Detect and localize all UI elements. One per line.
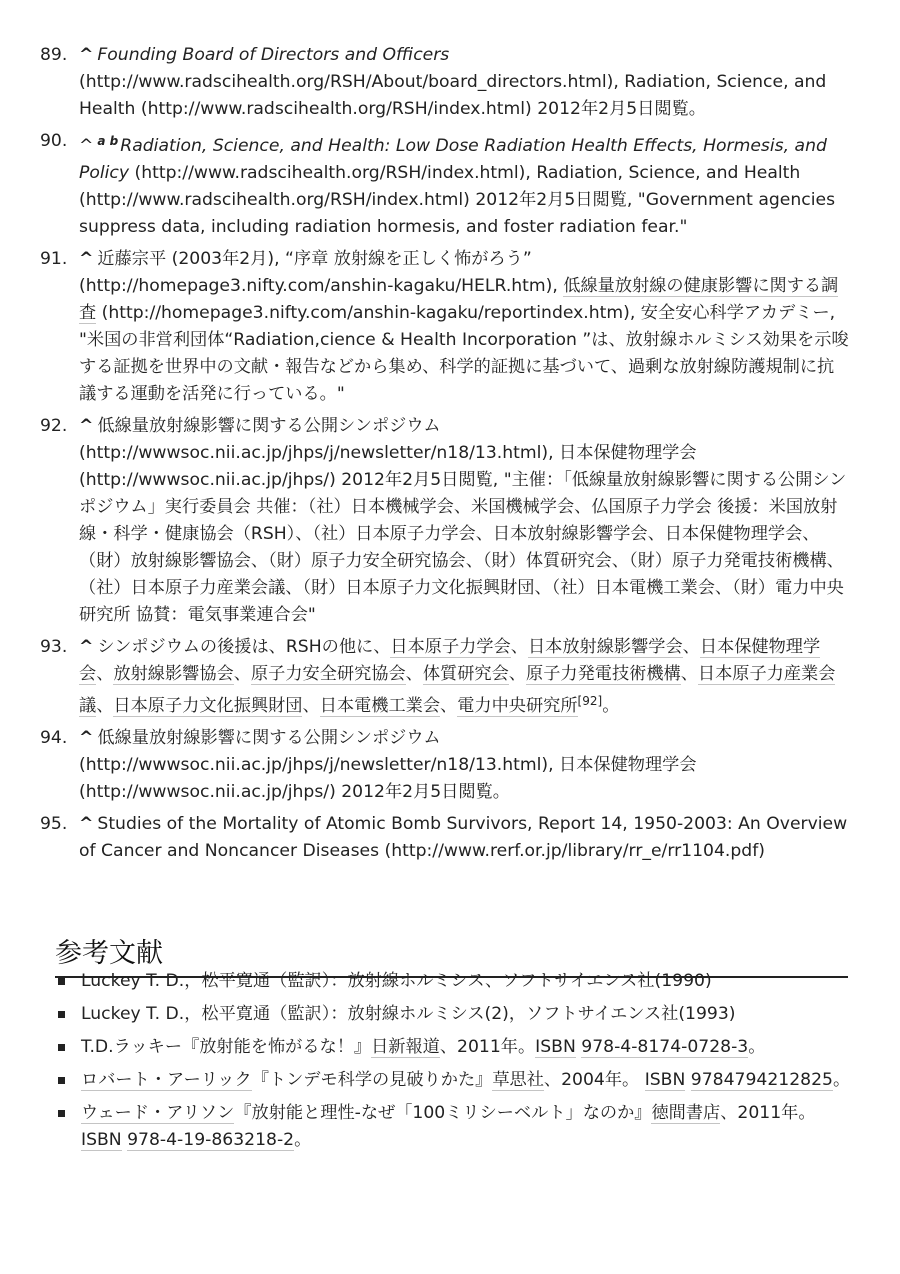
- inline-link[interactable]: 徳間書店: [651, 1103, 721, 1123]
- bibliography-text: [81, 1004, 735, 1024]
- inline-link[interactable]: 日本原子力学会: [390, 637, 511, 657]
- reference-number: 94.: [40, 728, 68, 748]
- text-run: 、: [508, 664, 526, 684]
- backlink-caret[interactable]: ^: [79, 249, 94, 269]
- inline-link[interactable]: 日本放射線影響学会: [527, 637, 683, 657]
- text-run: 、: [405, 664, 423, 684]
- text-run: 。: [832, 1070, 851, 1090]
- text-run: 。: [748, 1037, 766, 1057]
- bibliography-item: [55, 968, 855, 995]
- text-run: 、2004年。: [543, 1070, 645, 1090]
- reference-number: 95.: [40, 814, 68, 834]
- reference-text: [79, 136, 835, 237]
- inline-link[interactable]: 9784794212825: [690, 1070, 833, 1090]
- reference-text: [79, 637, 835, 716]
- backlink-caret: ^: [79, 136, 94, 156]
- reference-number: 93.: [40, 637, 68, 657]
- reference-item: [40, 246, 850, 408]
- inline-link[interactable]: 低線量放射線の健康影響に関する調査: [79, 276, 839, 323]
- inline-link[interactable]: ISBN: [644, 1070, 686, 1090]
- bibliography-text: [81, 971, 712, 991]
- bullet-icon: [58, 1011, 65, 1018]
- inline-link[interactable]: 草思社: [492, 1070, 544, 1090]
- text-run: シンポジウムの後援は、RSHの他に、: [97, 637, 391, 657]
- bibliography-item: [55, 1100, 855, 1154]
- inline-link[interactable]: 978-4-19-863218-2: [127, 1130, 295, 1150]
- reference-text: [79, 45, 826, 119]
- bibliography-text: [81, 1103, 816, 1151]
- inline-link[interactable]: 978-4-8174-0728-3: [581, 1037, 749, 1057]
- backlink-caret[interactable]: ^: [79, 45, 94, 65]
- bullet-icon: [58, 1044, 65, 1051]
- text-run: (http://homepage3.nifty.com/anshin-kagaku/reportindex.htm), 安全安心科学アカデミー, "米国の非営利団体“Radiation,cience & Health Incorporation ”は、放射線ホルミシス効果を示唆する証拠を世界中の文献・報告などから集め、科学的証拠に基づいて、過剰な放射線防護規制に抗議する運動を活発に行っている。": [79, 303, 849, 404]
- inline-link[interactable]: 日本電機工業会: [319, 696, 441, 716]
- inline-link[interactable]: ロバート・アーリック: [81, 1070, 252, 1090]
- inline-link[interactable]: 日本保健物理学会: [79, 637, 821, 684]
- reference-number: 90.: [40, 131, 68, 151]
- text-run: 、: [302, 696, 320, 716]
- reference-item: [40, 42, 850, 123]
- reference-number: 92.: [40, 416, 68, 436]
- text-run: 。: [294, 1130, 312, 1150]
- footnote-ref-link[interactable]: [92]: [577, 694, 603, 708]
- reference-item: [40, 634, 850, 720]
- inline-link[interactable]: 日本原子力産業会議: [79, 664, 836, 716]
- text-run: 。: [602, 696, 620, 716]
- text-run: 、: [233, 664, 251, 684]
- bibliography-item: [55, 1001, 855, 1028]
- text-run: T.D.ラッキー『放射能を怖がるな！』: [81, 1037, 372, 1057]
- inline-link[interactable]: ISBN: [81, 1130, 122, 1150]
- reference-item: [40, 413, 850, 629]
- text-run: 、: [96, 696, 114, 716]
- backlink-caret[interactable]: ^: [79, 814, 94, 834]
- inline-link[interactable]: 電力中央研究所: [457, 696, 578, 716]
- inline-link[interactable]: 日本原子力文化振興財団: [113, 696, 303, 716]
- reference-item: [40, 811, 850, 865]
- text-run: 、2011年。: [439, 1037, 536, 1057]
- backlink-letters[interactable]: a b: [97, 134, 119, 148]
- inline-link[interactable]: 原子力安全研究協会: [250, 664, 406, 684]
- text-run: 、: [680, 664, 698, 684]
- bibliography-list: [55, 968, 855, 1160]
- reference-number: 89.: [40, 45, 68, 65]
- bibliography-item: [55, 1034, 855, 1061]
- text-run: Luckey T. D.，松平寛通（監訳）：放射線ホルミシス、ソフトサイエンス社(1990): [81, 971, 712, 991]
- bibliography-item: [55, 1067, 855, 1094]
- text-run: 『トンデモ科学の見破りかた』: [251, 1070, 493, 1090]
- text-run: 、: [96, 664, 114, 684]
- inline-link[interactable]: ISBN: [535, 1037, 576, 1057]
- text-run: Studies of the Mortality of Atomic Bomb Survivors, Report 14, 1950-2003: An Overview of Cancer and Noncancer Diseases (http://www.rerf.or.jp/library/rr_e/rr1104.pdf): [79, 814, 848, 861]
- reference-item: [40, 128, 850, 241]
- bullet-icon: [58, 1110, 65, 1117]
- backlink-caret[interactable]: ^: [79, 416, 94, 436]
- text-run: [685, 1070, 690, 1090]
- bibliography-text: [81, 1037, 765, 1058]
- text-run: 、: [440, 696, 458, 716]
- reference-text: [79, 814, 847, 861]
- title-text: Founding Board of Directors and Officers: [97, 45, 450, 65]
- backlink-caret[interactable]: ^: [79, 637, 94, 657]
- text-run: 、: [682, 637, 700, 657]
- bibliography-heading: 参考文献: [55, 934, 848, 978]
- reference-text: [79, 249, 849, 404]
- reference-text: [79, 728, 697, 802]
- inline-link[interactable]: 原子力発電技術機構: [526, 664, 681, 684]
- bullet-icon: [58, 978, 65, 985]
- text-run: (http://www.radscihealth.org/RSH/index.html), Radiation, Science, and Health (http://www.radscihealth.org/RSH/index.html) 2012年2月5日閲覧, "Government agencies suppress data, including radiation hormesis, and foster radiation fear.": [79, 163, 836, 237]
- text-run: 近藤宗平 (2003年2月), “序章 放射線を正しく怖がろう” (http://homepage3.nifty.com/anshin-kagaku/HELR.htm),: [79, 249, 564, 296]
- text-run: 低線量放射線影響に関する公開シンポジウム (http://wwwsoc.nii.ac.jp/jhps/j/newsletter/n18/13.html), 日本保健物理学会 (http://wwwsoc.nii.ac.jp/jhps/) 2012年2月5日閲覧。: [79, 728, 697, 802]
- reference-item: [40, 725, 850, 806]
- text-run: 、: [510, 637, 528, 657]
- bullet-icon: [58, 1077, 65, 1084]
- text-run: 、2011年。: [720, 1103, 816, 1123]
- text-run: 『放射能と理性-なぜ「100ミリシーベルト」なのか』: [234, 1103, 652, 1123]
- inline-link[interactable]: 体質研究会: [422, 664, 509, 684]
- reference-text: [79, 416, 846, 625]
- inline-link[interactable]: 放射線影響協会: [113, 664, 234, 684]
- inline-link[interactable]: 日新報道: [371, 1037, 440, 1057]
- text-run: 低線量放射線影響に関する公開シンポジウム (http://wwwsoc.nii.ac.jp/jhps/j/newsletter/n18/13.html), 日本保健物理学会 (http://wwwsoc.nii.ac.jp/jhps/) 2012年2月5日閲覧, "主催：「低線量放射線影響に関する公開シンポジウム」実行委員会 共催：（社）日本機械学会、米国機械学会、仏国原子力学会 後援：米国放射線・科学・健康協会（RSH）、（社）日本原子力学会、日本放射線影響学会、日本保健物理学会、（財）放射線影響協会、（財）原子力安全研究協会、（財）体質研究会、（財）原子力発電技術機構、（社）日本原子力産業会議、（財）日本原子力文化振興財団、（社）日本電機工業会、（財）電力中央研究所 協賛：電気事業連合会": [79, 416, 847, 625]
- text-run: (http://www.radscihealth.org/RSH/About/board_directors.html), Radiation, Science, and Health (http://www.radscihealth.org/RSH/index.html) 2012年2月5日閲覧。: [79, 72, 827, 119]
- inline-link[interactable]: ウェード・アリソン: [81, 1103, 235, 1123]
- backlink-caret[interactable]: ^: [79, 728, 94, 748]
- bibliography-text: [81, 1070, 850, 1091]
- reference-number: 91.: [40, 249, 68, 269]
- title-text: Radiation, Science, and Health: Low Dose Radiation Health Effects, Hormesis, and Policy: [79, 136, 827, 183]
- text-run: Luckey T. D.，松平寛通（監訳）：放射線ホルミシス(2)，ソフトサイエンス社(1993): [81, 1004, 736, 1024]
- references-list: [40, 42, 850, 870]
